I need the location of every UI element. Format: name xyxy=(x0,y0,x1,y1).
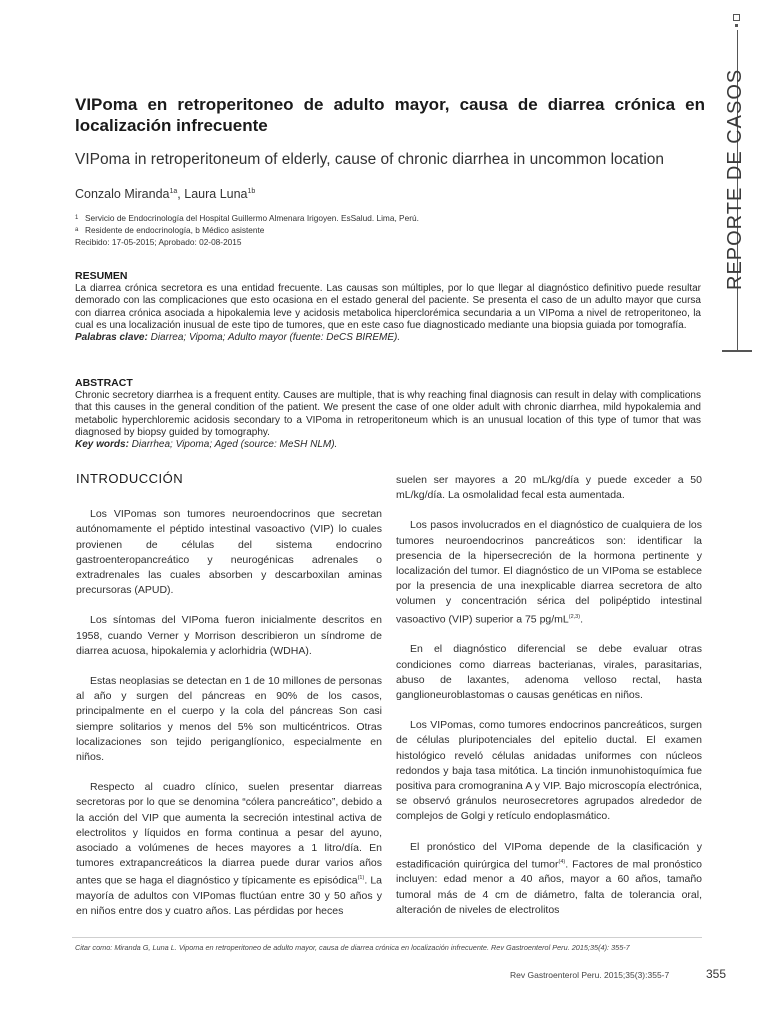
keywords-label: Palabras clave: xyxy=(75,332,148,344)
abstract-body xyxy=(75,390,701,451)
author-name: Laura Luna xyxy=(184,187,248,201)
affil-mark: 1 xyxy=(75,215,79,221)
paragraph xyxy=(76,780,382,919)
section-heading: INTRODUCCIÓN xyxy=(76,471,184,486)
affiliations xyxy=(75,212,419,248)
author-name: Conzalo Miranda xyxy=(75,187,170,201)
paragraph: En el diagnóstico diferencial se debe evaluar otras condiciones como diarreas bacterianas, virales, parasitarias, abuso de laxantes, adenoma velloso rectal, hasta ganglioneuroblastomas o causas genéticas en niños. xyxy=(396,643,702,701)
corner-box-icon xyxy=(733,14,740,21)
author-separator: , xyxy=(177,187,185,201)
citation-ref: (4) xyxy=(558,858,566,865)
section-banner: REPORTE DE CASOS xyxy=(724,68,746,290)
side-rule-foot xyxy=(722,350,752,352)
keywords-es xyxy=(75,332,400,343)
paragraph-text: . Factores de mal pronóstico incluyen: edad menor a 40 años, mayor a 60 años, tamaño tumoral más de 4 cm de diámetro, falta de tolerancia oral, alteración de niveles de electrolitos xyxy=(396,858,702,916)
corner-dot-icon xyxy=(735,24,738,27)
keywords-text: Diarrhea; Vipoma; Aged (source: MeSH NLM). xyxy=(128,439,338,451)
abstract-heading: ABSTRACT xyxy=(75,377,133,389)
paragraph: Los síntomas del VIPoma fueron inicialmente descritos en 1958, cuando Verner y Morrison describieron un síndrome de diarrea acuosa, hipokalemia y aclorhidria (WDHA). xyxy=(76,614,382,657)
affil-text: Residente de endocrinología, b Médico asistente xyxy=(85,225,265,235)
paragraph: Los VIPomas son tumores neuroendocrinos que secretan autónomamente el péptido intestinal vasoactivo (VIP) lo cuales provienen de células del sistema endocrino gastroenteropancreático y neurogénicas adrenales o extradrenales las cuales absorben y descarboxilan aminas precursoras (APUD). xyxy=(76,508,382,597)
journal-reference: Rev Gastroenterol Peru. 2015;35(3):355-7 xyxy=(510,970,670,980)
body-column-right xyxy=(396,473,702,933)
resumen-text: La diarrea crónica secretora es una entidad frecuente. Las causas son múltiples, por lo que llegar al diagnóstico definitivo puede resultar demorado con las complicaciones que esto ocasiona en el estado general del paciente. Se presenta el caso de un adulto mayor que cursa con diarrea crónica asociada a hipokalemia leve y acidosis metabolica hiperclorémica secundaria a un VIPoma a nivel de retroperitoneo, la cual es una localización inusual de este tipo de tumores, que en este caso fue diagnosticado mediante una biopsia guiada por tomografía. xyxy=(75,283,701,331)
paragraph-text: . xyxy=(580,613,583,626)
citation-ref: (1) xyxy=(357,875,365,882)
paragraph: Estas neoplasias se detectan en 1 de 10 millones de personas al año y surgen del páncreas en 90% de los casos, principalmente en el cuerpo y la cola del páncreas Son casi siempre solitarios y menos del 5% son multicéntricos. Otras localizaciones son tejido periganglíonico, especialmente en niños. xyxy=(76,675,382,764)
paragraph xyxy=(396,840,702,919)
affiliation-line xyxy=(75,212,419,224)
title-spanish: VIPoma en retroperitoneo de adulto mayor, causa de diarrea crónica en localización infrecuente xyxy=(75,95,705,135)
footer-rule xyxy=(72,937,702,938)
keywords-text: Diarrea; Vipoma; Adulto mayor (fuente: DeCS BIREME). xyxy=(147,332,401,344)
author-affil-mark: 1a xyxy=(169,187,178,195)
affil-text: Servicio de Endocrinología del Hospital Guillermo Almenara Irigoyen. EsSalud. Lima, Perú. xyxy=(85,213,419,223)
affiliation-line xyxy=(75,224,419,236)
body-column-left xyxy=(76,471,382,935)
citation-ref: (2,3) xyxy=(568,613,581,620)
keywords-label: Key words: xyxy=(75,439,129,451)
received-dates: Recibido: 17-05-2015; Aprobado: 02-08-2015 xyxy=(75,237,242,247)
paragraph-text: Los pasos involucrados en el diagnóstico de cualquiera de los tumores neuroendocrinos pancreáticos son: identificar la presencia de la hipersecreción de la hormona pertinente y localización del tumor. El diagnóstico de un VIPoma se establece por la presencia de una inexplicable diarrea secretora de alto volumen y concentración sérica del polipéptido intestinal vasoactivo (VIP) superior a 75 pg/mL xyxy=(396,519,702,626)
paragraph-text: . La mayoría de adultos con VIPomas fluctúan entre 30 y 50 años y en niños entre dos y cuatro años. Las pérdidas por heces xyxy=(76,874,382,918)
citation-note: Citar como: Miranda G, Luna L. Vipoma en retroperitoneo de adulto mayor, causa de diarrea crónica en localización infrecuente. Rev Gastroenterol Peru. 2015;35(4): 355-7 xyxy=(75,943,630,952)
resumen-body xyxy=(75,283,701,344)
paragraph: suelen ser mayores a 20 mL/kg/día y puede exceder a 50 mL/kg/día. La osmolalidad fecal esta aumentada. xyxy=(396,474,702,502)
abstract-text: Chronic secretory diarrhea is a frequent entity. Causes are multiple, that is why reaching final diagnosis can result in delay with complications that this causes in the general condition of the patient. We present the case of one older adult with chronic diarrhea, mild hypokalemia and metabolic hyperchloremic acidosis secondary to a VIPoma in retroperitoneum which is an unusual location of this type of tumor that was diagnosed by biopsy guided by tomography. xyxy=(75,390,701,438)
paragraph: Los VIPomas, como tumores endocrinos pancreáticos, surgen de células pluripotenciales del epitelio ductal. El examen histológico reveló células anidadas uniformes con núcleos redondos y baja tasa mitótica. La tinción inmunohistoquímica fue positiva para cromogranina A y VIP. Bajo microscopía electrónica, se observó gránulos neurosecretores agrupados alrededor de complejos de Golgi y retículo endoplasmático. xyxy=(396,719,702,823)
author-affil-mark: 1b xyxy=(247,187,256,195)
title-english: VIPoma in retroperitoneum of elderly, cause of chronic diarrhea in uncommon location xyxy=(75,151,665,168)
affil-mark: a xyxy=(75,227,79,233)
resumen-heading: RESUMEN xyxy=(75,270,128,282)
keywords-en xyxy=(75,439,337,450)
author-line xyxy=(75,187,255,201)
paragraph-text: El pronóstico del VIPoma depende de la clasificación y estadificación quirúrgica del tumor xyxy=(396,840,702,871)
page-number: 355 xyxy=(706,967,727,981)
paragraph xyxy=(396,518,702,627)
paragraph-text: Respecto al cuadro clínico, suelen presentar diarreas secretoras por lo que se denomina “cólera pancreático”, debido a la acción del VIP que aumenta la secreción intestinal activa de electrolitos y líquidos en forma continua a pesar del ayuno, asociado a volúmenes de heces mayores a 1 litro/día. En tumores extrapancreáticos la diarrea puede durar varios años antes que se haga el diagnóstico y típicamente es episódica xyxy=(76,781,382,887)
